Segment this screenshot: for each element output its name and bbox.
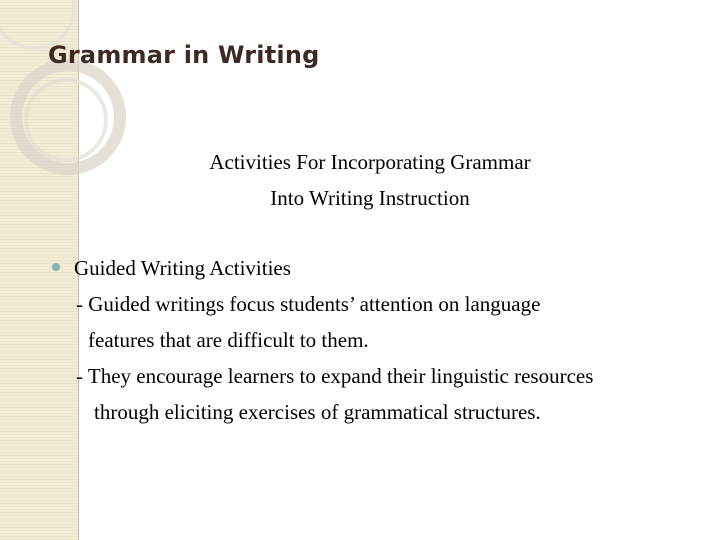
subtitle-line-2: Into Writing Instruction <box>270 186 470 210</box>
bullet-heading: Guided Writing Activities <box>74 256 291 280</box>
bullet-line-1: - Guided writings focus students’ attention on language <box>76 292 541 316</box>
bullet-line-3: - They encourage learners to expand their linguistic resources <box>76 364 594 388</box>
bullet-line-4: through eliciting exercises of grammatical structures. <box>94 400 541 424</box>
decorative-side-strip <box>0 0 79 540</box>
slide-title: Grammar in Writing <box>48 41 320 69</box>
bullet-icon <box>52 263 60 271</box>
bullet-content <box>74 250 714 430</box>
subtitle-line-1: Activities For Incorporating Grammar <box>209 150 531 174</box>
bullet-line-2: features that are difficult to them. <box>88 328 369 352</box>
slide-subtitle <box>0 144 720 216</box>
